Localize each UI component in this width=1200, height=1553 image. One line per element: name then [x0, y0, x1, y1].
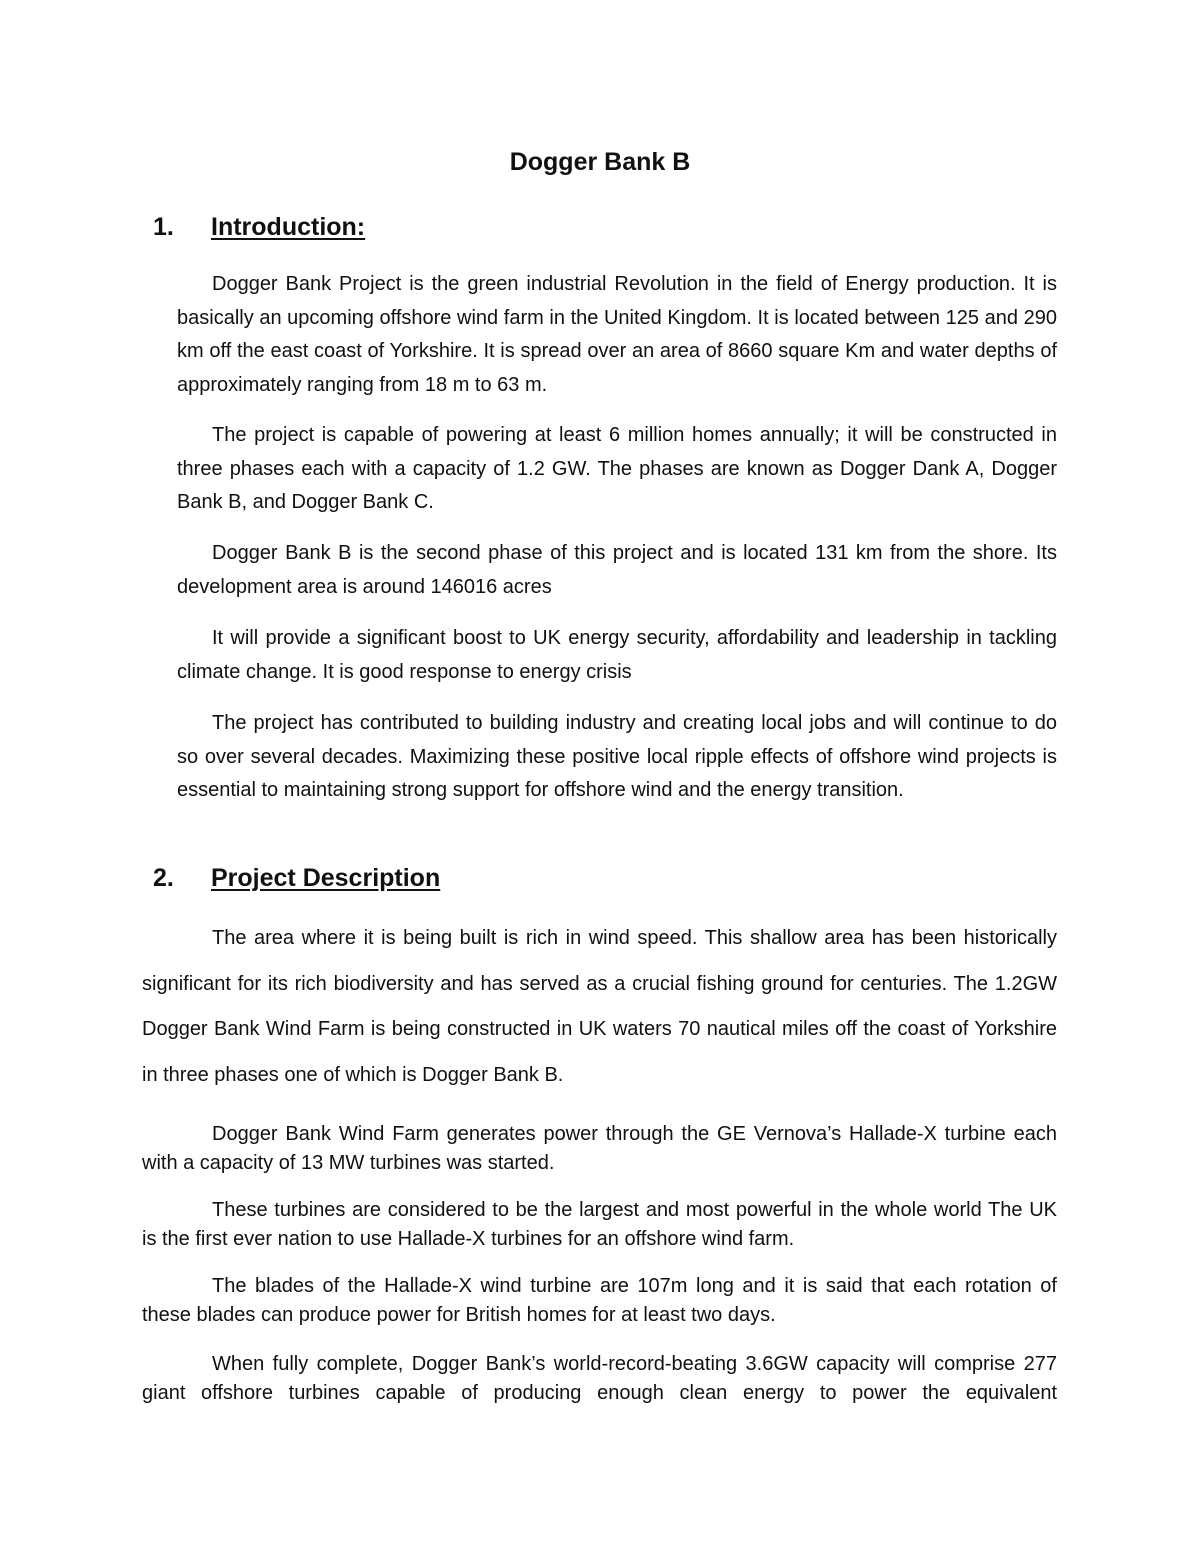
paragraph-intro-5 — [177, 707, 1057, 808]
paragraph-intro-3 — [177, 537, 1057, 604]
paragraph-text: The area where it is being built is rich in wind speed. This shallow area has been historically significant for its rich biodiversity and has served as a crucial fishing ground for centuries. The 1.2GW Dogger Bank Wind Farm is being constructed in UK waters 70 nautical miles off the coast of Yorkshire in three phases one of which is Dogger Bank B. — [142, 927, 1057, 1086]
document-title: Dogger Bank B — [509, 148, 691, 176]
section-title: Project Description — [211, 864, 441, 892]
paragraph-text: When fully complete, Dogger Bank’s world-record-beating 3.6GW capacity will comprise 277 giant offshore turbines capable of producing enough clean energy to power the equivalent — [142, 1353, 1057, 1404]
paragraph-intro-2 — [177, 419, 1057, 520]
section-number: 1. — [153, 213, 174, 241]
paragraph-text: It will provide a significant boost to UK energy security, affordability and leadership in tackling climate change. It is good response to energy crisis — [177, 627, 1057, 683]
paragraph-description-4 — [142, 1272, 1057, 1329]
section-number: 2. — [153, 864, 174, 892]
paragraph-description-2 — [142, 1120, 1057, 1177]
paragraph-description-1 — [142, 916, 1057, 1098]
paragraph-description-5 — [142, 1350, 1057, 1407]
paragraph-description-3 — [142, 1196, 1057, 1253]
paragraph-text: The project has contributed to building industry and creating local jobs and will continue to do so over several decades. Maximizing these positive local ripple effects of offshore wind projects is essential to maintaining strong support for offshore wind and the energy transition. — [177, 712, 1057, 801]
section-heading-project-description — [153, 862, 553, 894]
paragraph-text: Dogger Bank Project is the green industrial Revolution in the field of Energy production. It is basically an upcoming offshore wind farm in the United Kingdom. It is located between 125 and 290 km off the east coast of Yorkshire. It is spread over an area of 8660 square Km and water depths of approximately ranging from 18 m to 63 m. — [177, 273, 1057, 396]
paragraph-intro-4 — [177, 622, 1057, 689]
paragraph-text: These turbines are considered to be the largest and most powerful in the whole world The UK is the first ever nation to use Hallade-X turbines for an offshore wind farm. — [142, 1199, 1057, 1250]
section-title: Introduction: — [211, 213, 366, 241]
paragraph-text: The blades of the Hallade-X wind turbine are 107m long and it is said that each rotation of these blades can produce power for British homes for at least two days. — [142, 1275, 1057, 1326]
paragraph-text: Dogger Bank B is the second phase of this project and is located 131 km from the shore. Its development area is around 146016 acres — [177, 542, 1057, 598]
section-heading-introduction — [153, 211, 553, 243]
paragraph-intro-1 — [177, 268, 1057, 402]
paragraph-text: The project is capable of powering at least 6 million homes annually; it will be constructed in three phases each with a capacity of 1.2 GW. The phases are known as Dogger Dank A, Dogger Bank B, and Dogger Bank C. — [177, 424, 1057, 513]
paragraph-text: Dogger Bank Wind Farm generates power through the GE Vernova’s Hallade-X turbine each with a capacity of 13 MW turbines was started. — [142, 1123, 1057, 1174]
